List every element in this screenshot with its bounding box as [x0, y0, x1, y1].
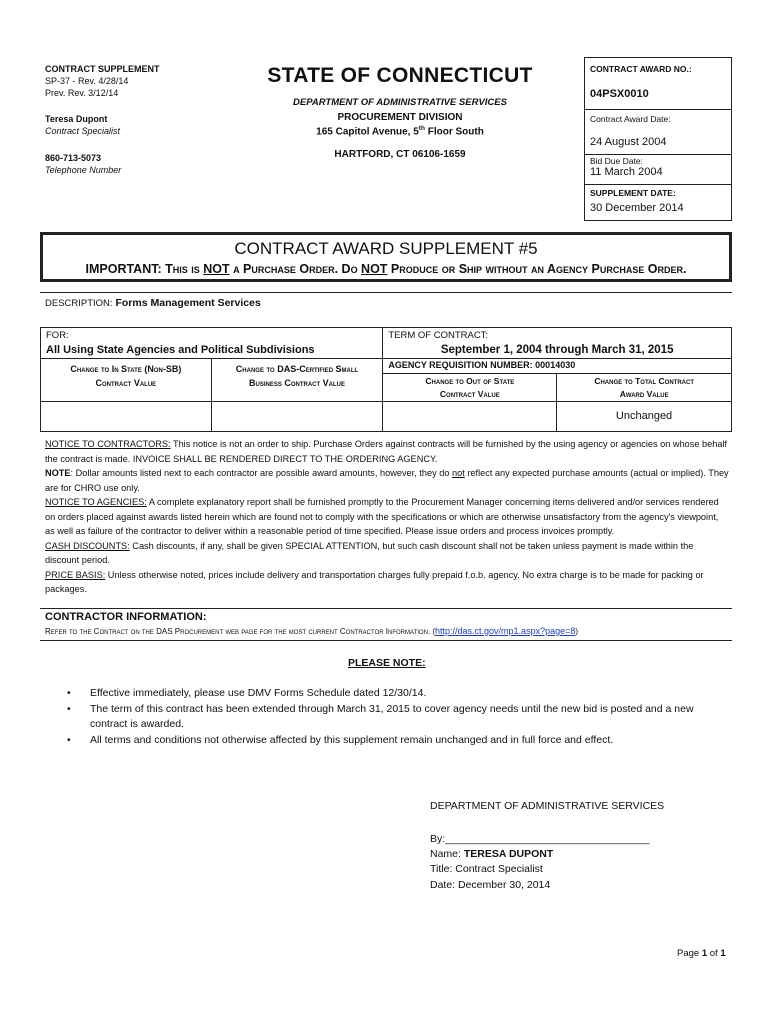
bid-due-date: 11 March 2004 — [590, 166, 663, 178]
supplement-form-title: CONTRACT SUPPLEMENT — [45, 64, 160, 74]
notices-block — [45, 437, 730, 597]
small-business-header-line2: Business Contract Value — [248, 378, 345, 388]
price-basis-text: Unless otherwise noted, prices include delivery and transportation charges fully prepaid f.o.b. agency. No extra charge is to be made for packing or packages. — [45, 569, 704, 594]
for-cell — [41, 328, 383, 359]
total-award-header — [557, 374, 731, 401]
division-name: PROCUREMENT DIVISION — [337, 112, 463, 123]
bullet-icon: • — [67, 687, 71, 699]
for-label: FOR: — [46, 330, 69, 341]
description-label: DESCRIPTION: — [45, 298, 113, 309]
page-number — [677, 948, 726, 959]
contact-phone: 860-713-5073 — [45, 153, 102, 163]
important-notice — [43, 262, 729, 276]
das-procurement-link[interactable]: http://das.ct.gov/mp1.aspx?page=8 — [435, 626, 576, 636]
out-of-state-header-line2: Contract Value — [439, 389, 500, 399]
please-note-list — [67, 686, 730, 748]
divider-top — [40, 292, 732, 293]
cash-discounts-text: Cash discounts, if any, shall be given SPECIAL ATTENTION, but such cash discount shall not be taken unless payment is made within the discount period. — [45, 540, 694, 565]
signature-name — [430, 848, 553, 860]
important-text-1: IMPORTANT: This is — [85, 262, 204, 276]
total-award-value: Unchanged — [557, 402, 732, 432]
street-address-post: Floor South — [424, 126, 484, 138]
center-header — [235, 64, 565, 160]
description — [45, 297, 261, 309]
cash-discounts-label: CASH DISCOUNTS: — [45, 540, 130, 551]
description-value: Forms Management Services — [115, 297, 261, 309]
street-address — [235, 125, 565, 137]
in-state-header — [41, 359, 212, 402]
award-date: 24 August 2004 — [590, 136, 667, 148]
signature-title: Title: Contract Specialist — [430, 863, 543, 875]
term-value: September 1, 2004 through March 31, 2015 — [440, 344, 674, 356]
for-value: All Using State Agencies and Political Subdivisions — [46, 344, 315, 356]
list-item-text: The term of this contract has been extended through March 31, 2015 to cover agency needs until the new bid is posted and a new contract is awarded. — [90, 702, 694, 730]
list-item — [67, 733, 730, 749]
price-basis — [45, 568, 730, 597]
bullet-icon: • — [67, 733, 71, 746]
form-revision: SP-37 - Rev. 4/28/14 — [45, 76, 129, 86]
note — [45, 466, 730, 495]
form-previous-revision: Prev. Rev. 3/12/14 — [45, 88, 119, 98]
notice-agencies-text: A complete explanatory report shall be furnished promptly to the Procurement Manager concerning items delivered and/or services rendered on orders placed against awards listed herein which are found not to comply with the specifications or which are otherwise unsatisfactory from the agency's viewpoint, as well as failure of the contractor to deliver within a reasonable period of time specified. Please issue orders and process invoices promptly. — [45, 497, 719, 536]
city-address: HARTFORD, CT 06106-1659 — [334, 149, 466, 161]
state-title: STATE OF CONNECTICUT — [267, 64, 533, 87]
contract-award-box — [584, 57, 732, 221]
small-business-header-line1: Change to DAS-Certified Small — [235, 364, 359, 374]
contact-title: Contract Specialist — [45, 126, 121, 136]
list-item — [67, 702, 730, 733]
divider-contractor — [40, 608, 732, 609]
note-text-2: reflect any expected purchase amounts (actual or implied). They are for CHRO use only. — [45, 468, 729, 493]
term-label: TERM OF CONTRACT: — [388, 330, 489, 341]
divider-bottom — [40, 640, 732, 641]
notice-contractors — [45, 437, 730, 466]
page-middle: of — [707, 948, 721, 959]
note-label: NOTE — [45, 468, 71, 478]
out-of-state-value — [383, 402, 557, 432]
requisition-subheaders — [383, 374, 731, 401]
award-date-label: Contract Award Date: — [590, 114, 671, 124]
contact-phone-label: Telephone Number — [45, 165, 122, 175]
contractor-info-close: ) — [575, 627, 579, 636]
supplement-date-row — [585, 184, 731, 214]
notice-agencies-label: NOTICE TO AGENCIES: — [45, 497, 147, 507]
in-state-header-line2: Contract Value — [95, 378, 157, 388]
requisition-number: AGENCY REQUISITION NUMBER: 00014030 — [383, 359, 731, 374]
term-cell — [383, 328, 732, 359]
small-business-value — [211, 402, 383, 432]
page-total: 1 — [720, 948, 726, 959]
important-not-2: NOT — [361, 262, 388, 276]
list-item-text: Effective immediately, please use DMV Forms Schedule dated 12/30/14. — [90, 687, 427, 699]
in-state-header-line1: Change to In State (Non-SB) — [70, 364, 182, 374]
signature-by-line: By:___________________________________ — [430, 833, 650, 845]
note-text-1: : Dollar amounts listed next to each contractor are possible award amounts, however, they do — [70, 468, 453, 478]
signature-date: Date: December 30, 2014 — [430, 879, 551, 891]
requisition-block — [383, 359, 732, 402]
bid-due-row — [585, 154, 731, 178]
department-name: DEPARTMENT OF ADMINISTRATIVE SERVICES — [293, 97, 507, 108]
contact-name: Teresa Dupont — [45, 114, 108, 124]
award-number: 04PSX0010 — [590, 88, 649, 100]
bullet-icon: • — [67, 702, 71, 715]
out-of-state-header-line1: Change to Out of State — [425, 376, 515, 386]
contractor-info-title: CONTRACTOR INFORMATION: — [45, 611, 207, 623]
in-state-value — [41, 402, 212, 432]
award-date-row — [585, 109, 731, 148]
contractor-info-refer: Refer to the Contract on the DAS Procurement web page for the most current Contractor Information. ( — [45, 627, 436, 636]
list-item-text: All terms and conditions not otherwise affected by this supplement remain unchanged and in full force and effect. — [90, 733, 614, 746]
important-text-3: Produce or Ship without an Agency Purchase Order. — [387, 262, 687, 276]
supplement-title: CONTRACT AWARD SUPPLEMENT #5 — [234, 239, 538, 258]
supplement-date: 30 December 2014 — [590, 202, 684, 214]
supplement-banner — [40, 232, 732, 282]
important-not-1: NOT — [203, 262, 230, 276]
out-of-state-header — [383, 374, 557, 401]
please-note-title: PLEASE NOTE: — [348, 657, 426, 669]
total-award-header-line2: Award Value — [619, 389, 669, 399]
bid-due-label: Bid Due Date: — [590, 156, 643, 166]
signature-department: DEPARTMENT OF ADMINISTRATIVE SERVICES — [430, 800, 665, 812]
small-business-header — [211, 359, 383, 402]
notice-agencies — [45, 495, 730, 539]
list-item — [67, 686, 730, 702]
contract-value-table — [40, 327, 732, 432]
page-prefix: Page — [677, 948, 702, 959]
total-award-header-line1: Change to Total Contract — [594, 376, 694, 386]
award-number-label: CONTRACT AWARD NO.: — [590, 64, 692, 74]
contractor-info-text — [45, 626, 578, 636]
notice-contractors-text: This notice is not an order to ship. Purchase Orders against contracts will be furnished by the using agency or agencies on whose behalf the contract is made. INVOICE SHALL BE RENDERED DIRECT TO THE ORDERING AGENCY. — [45, 439, 728, 464]
left-header — [45, 63, 160, 176]
signature-name-value: TERESA DUPONT — [463, 848, 554, 860]
page-current: 1 — [701, 948, 708, 959]
supplement-date-label: SUPPLEMENT DATE: — [590, 188, 676, 198]
important-text-2: a Purchase Order. Do — [229, 262, 362, 276]
street-address-main: 165 Capitol Avenue, 5 — [316, 126, 419, 138]
price-basis-label: PRICE BASIS: — [45, 569, 106, 580]
notice-contractors-label: NOTICE TO CONTRACTORS: — [45, 439, 171, 449]
note-not: not — [452, 468, 465, 478]
cash-discounts — [45, 539, 730, 568]
street-address-sup: th — [418, 125, 425, 132]
signature-name-label: Name: — [430, 848, 464, 860]
